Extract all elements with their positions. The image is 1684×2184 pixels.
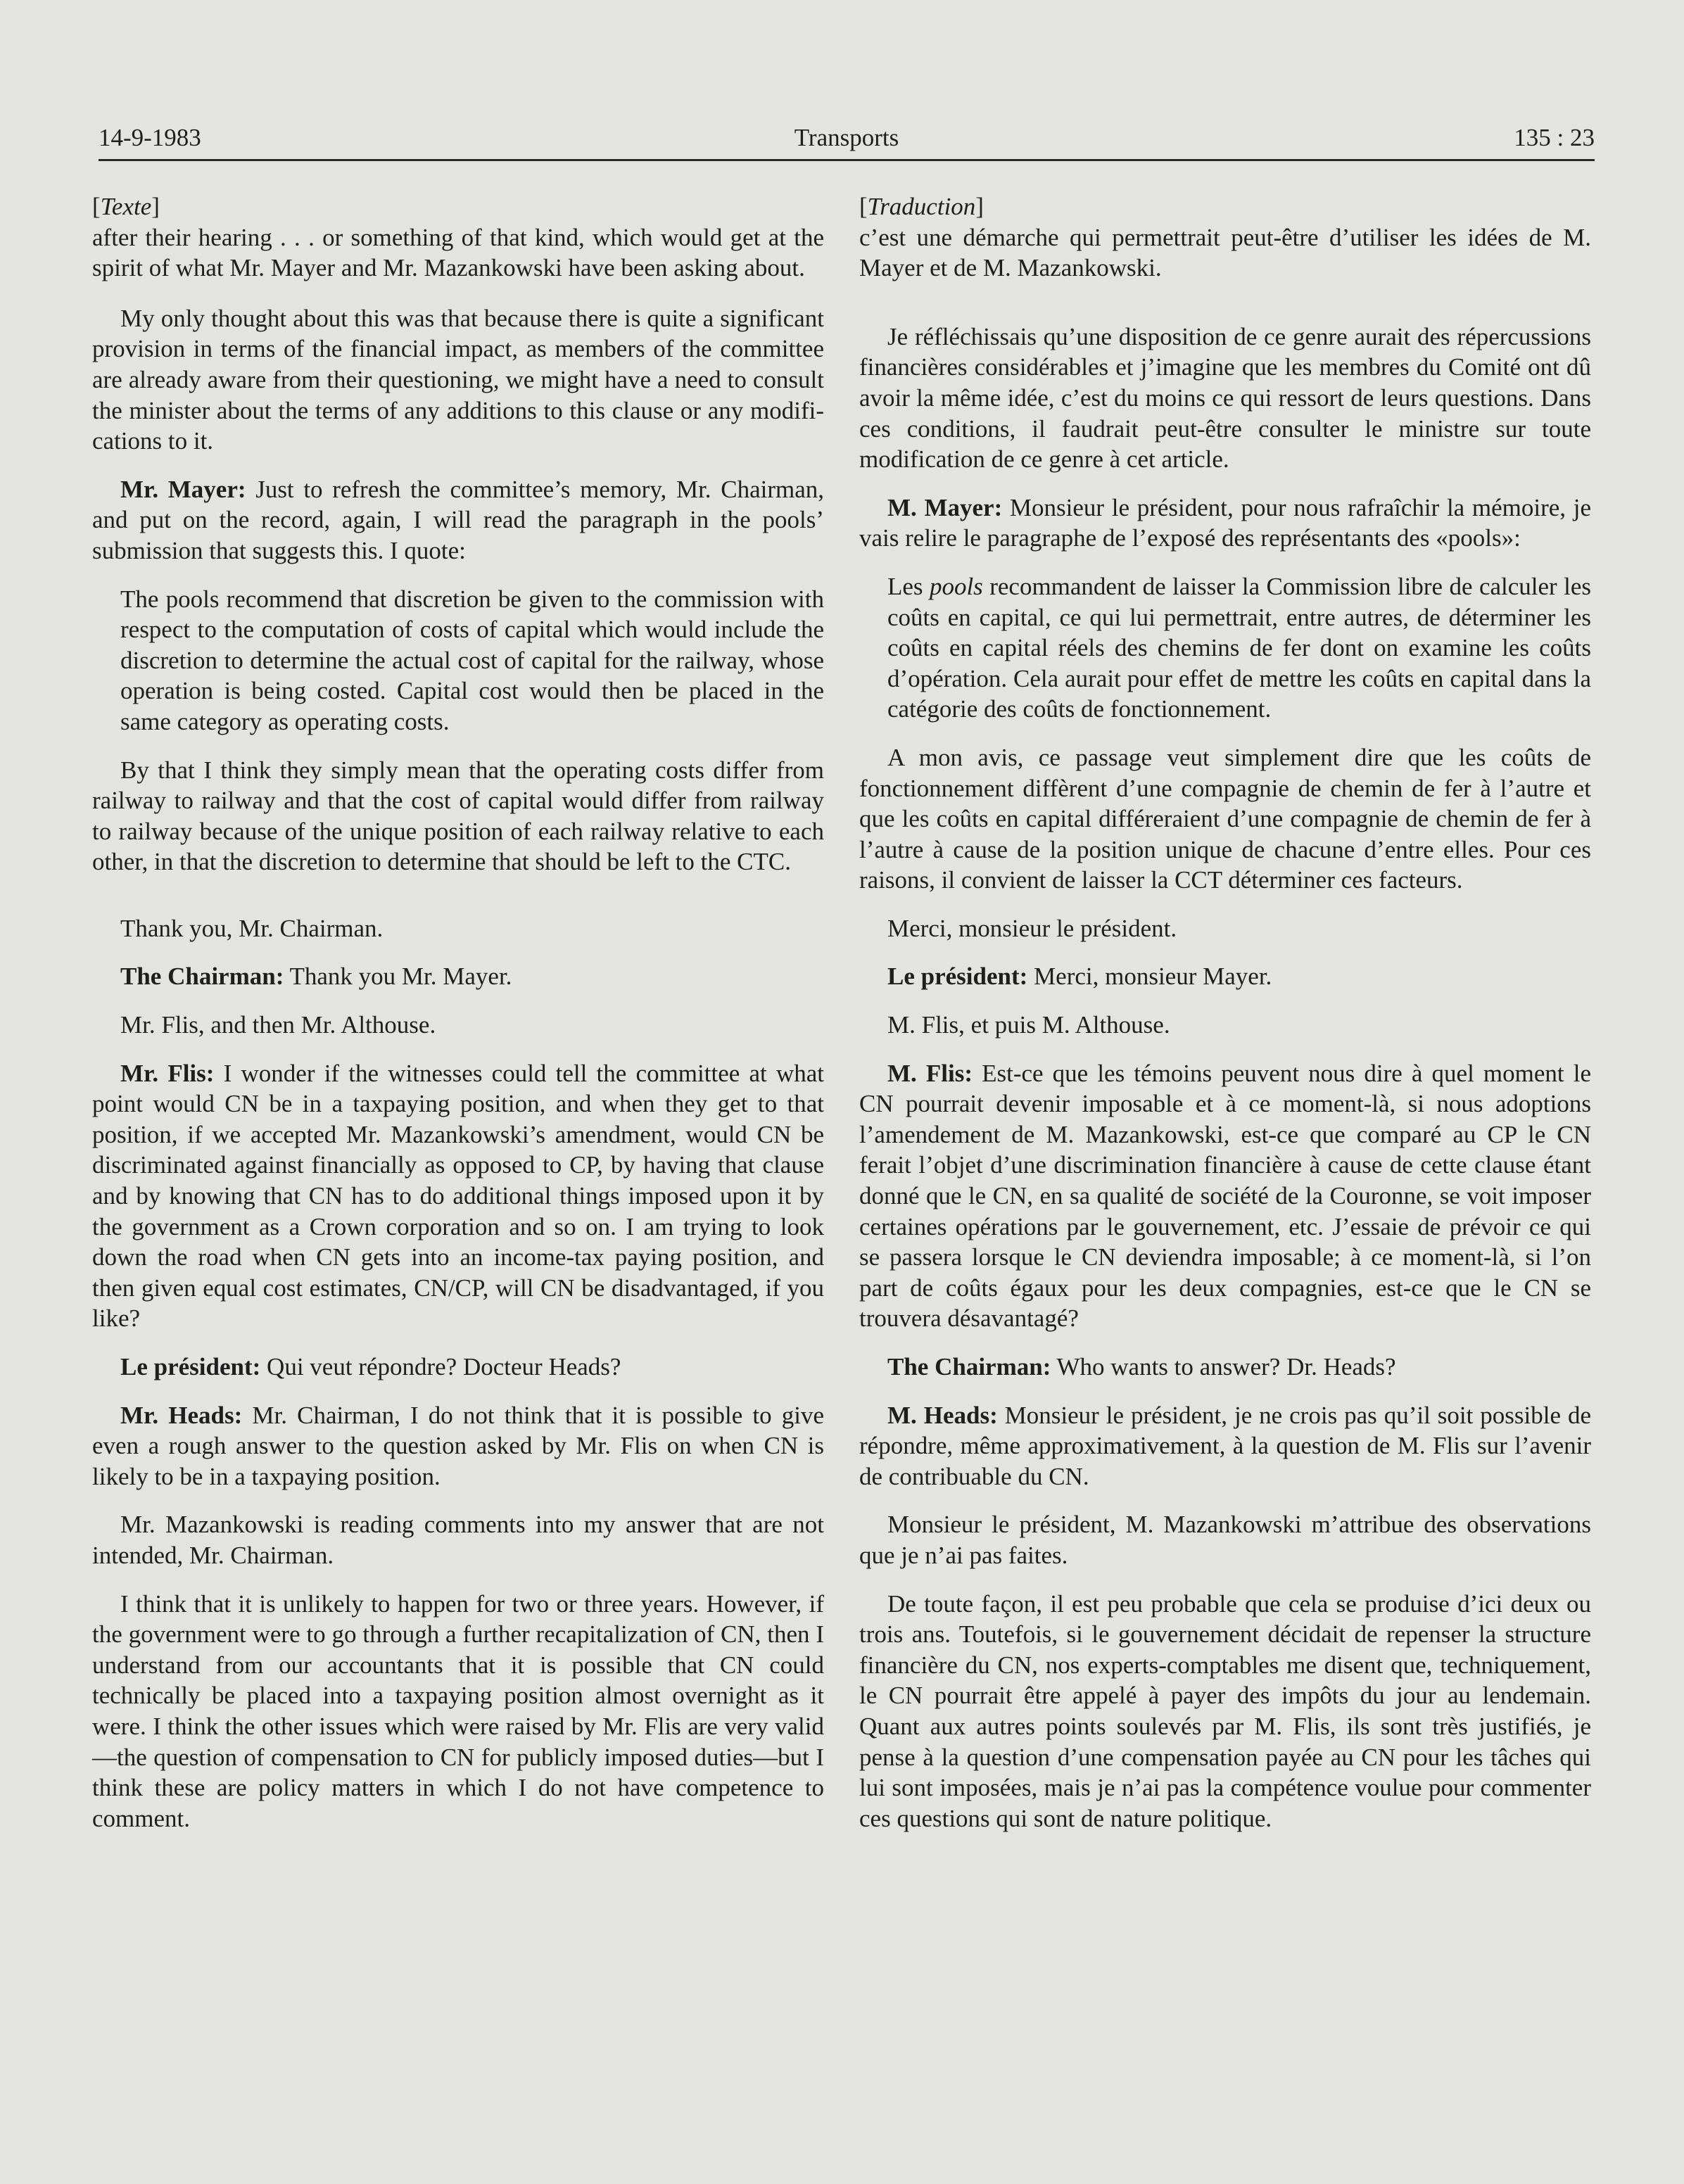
speaker-name: M. Mayer: <box>887 493 1003 521</box>
section-label-text: Texte <box>100 193 152 220</box>
speaker-paragraph <box>92 1352 824 1383</box>
speaker-name: Mr. Flis: <box>120 1059 215 1087</box>
section-bracket-close: ] <box>975 193 984 220</box>
header-date: 14-9-1983 <box>99 124 201 151</box>
speech-text: Qui veut répondre? Docteur Heads? <box>260 1353 621 1380</box>
speech-text: Just to refresh the committee’s memory, Mr. Chairman, and put on the record, again, I will read the paragraph in the pools’ submission that suggests this. I quote: <box>92 475 824 564</box>
paragraph: Monsieur le président, M. Mazankowski m’attribue des observations que je n’ai pas faites. <box>859 1511 1591 1569</box>
section-bracket-close: ] <box>151 193 160 220</box>
paragraph: Je réfléchissais qu’une disposition de ce genre aurait des répercussions financières considérables et j’imagine que les membres du Comité ont dû avoir la même idée, c’est du moins ce qui ressort de leurs questions. Dans ces conditions, il faudrait peut-être consulter le ministre sur toute modification de ce genre à cet article. <box>859 322 1591 474</box>
section-bracket-open: [ <box>92 193 101 220</box>
speaker-name: The Chairman: <box>887 1353 1051 1380</box>
speaker-paragraph <box>859 493 1591 554</box>
speaker-name: Mr. Heads: <box>120 1401 243 1429</box>
paragraph: I think that it is unlikely to happen for two or three years. However, if the government were to go through a further recapitalization of CN, then I understand from our accountants that it is possible that CN could technically be placed into a taxpaying position almost overnight as it were. I think the other issues which were raised by Mr. Flis are very valid—the question of compensation to CN for publicly imposed duties—but I think these are policy matters in which I do not have competence to comment. <box>92 1589 824 1832</box>
speech-text: Thank you Mr. Mayer. <box>284 963 512 991</box>
quote-text: recommandent de laisser la Commission libre de calculer les coûts en capital, ce qui lui permettrait, entre autres, de déterminer les coûts en capital réels des chemins de fer dont on examine les coûts d’opération. Cela aurait pour effet de mettre les coûts en capital dans la catégorie des coûts de fonctionnement. <box>887 572 1591 723</box>
section-label <box>859 191 1591 222</box>
speaker-paragraph <box>92 1058 824 1334</box>
speaker-name: The Chairman: <box>120 963 284 991</box>
speech-text: Monsieur le président, je ne crois pas qu’il soit possible de répondre, même approximativement, à la question de M. Flis sur l’avenir de contribuable du CN. <box>859 1401 1591 1490</box>
speaker-paragraph <box>859 1400 1591 1492</box>
speech-text: Merci, monsieur Mayer. <box>1027 963 1272 991</box>
paragraph: Mr. Flis, and then Mr. Althouse. <box>120 1011 436 1039</box>
speaker-name: Le président: <box>887 963 1028 991</box>
speaker-name: M. Flis: <box>887 1059 973 1087</box>
block-quote <box>859 571 1591 725</box>
paragraph: c’est une démarche qui permettrait peut-être d’utiliser les idées de M. Mayer et de M. Mazankowski. <box>859 223 1591 282</box>
paragraph: A mon avis, ce passage veut simplement dire que les coûts de fonctionnement diffèrent d’une compagnie de chemin de fer à l’autre et que les coûts en capital différeraient d’une compagnie de chemin de fer à l’autre à cause de la position unique de chacune d’entre elles. Pour ces raisons, il convient de laisser la CCT déterminer ces facteurs. <box>859 743 1591 894</box>
speech-text: Monsieur le président, pour nous rafraîchir la mémoire, je vais relire le paragraphe de l’exposé des représentants des «pools»: <box>859 493 1591 552</box>
paragraph: By that I think they simply mean that the operating costs differ from railway to railway and that the cost of capital would differ from railway to railway because of the unique position of each railway relative to each other, in that the discretion to determine that should be left to the CTC. <box>92 756 824 876</box>
header-title: Transports <box>794 124 899 151</box>
speech-text: Who wants to answer? Dr. Heads? <box>1051 1353 1396 1380</box>
speaker-paragraph <box>92 961 824 992</box>
paragraph: De toute façon, il est peu probable que cela se produise d’ici deux ou trois ans. Toutefois, si le gouvernement décidait de repenser la structure financière du CN, nos experts-comptables me disent que, techniquement, le CN pourrait être appelé à payer des impôts du jour au lendemain. Quant aux autres points soulevés par M. Flis, ils sont très justifiés, je pense à la question d’une compensation payée au CN pour les tâches qui lui sont imposées, mais je n’ai pas la compétence voulue pour commenter ces questions qui sont de nature politique. <box>859 1589 1591 1832</box>
speaker-name: M. Heads: <box>887 1401 998 1429</box>
section-bracket-open: [ <box>859 193 868 220</box>
section-label-text: Traduction <box>867 193 976 220</box>
speech-text: Est-ce que les témoins peuvent nous dire à quel moment le CN pourrait devenir imposable et à ce moment-là, si nous adoptions l’amendement de M. Mazankowski, est-ce que comparé au CP le CN ferait l’objet d’une discrimination financière à cause de cette clause étant donné que le CN, en sa qualité de société de la Couronne, se voit imposer certaines opérations par le gouvernement, etc. J’essaie de prévoir ce qui se passera lorsque le CN deviendra imposable; à ce moment-là, si l’on part de coûts égaux pour les deux compagnies, est-ce que le CN se trouvera désavantagé? <box>859 1059 1591 1333</box>
speech-text: Mr. Chairman, I do not think that it is possible to give even a rough answer to the question asked by Mr. Flis on when CN is likely to be in a taxpaying position. <box>92 1401 824 1490</box>
speaker-paragraph <box>859 961 1591 992</box>
paragraph: Thank you, Mr. Chairman. <box>120 914 384 942</box>
left-column <box>92 191 824 1851</box>
speaker-paragraph <box>92 474 824 566</box>
quote-italic-term: pools <box>929 572 983 600</box>
speaker-name: Le président: <box>120 1353 261 1380</box>
speaker-paragraph <box>859 1352 1591 1383</box>
quote-prefix: Les <box>887 572 930 600</box>
speaker-paragraph <box>92 1400 824 1492</box>
speaker-name: Mr. Mayer: <box>120 475 246 503</box>
page-header <box>99 121 1595 161</box>
paragraph: Merci, monsieur le président. <box>887 914 1177 942</box>
paragraph: M. Flis, et puis M. Althouse. <box>887 1011 1170 1039</box>
header-page-number: 135 : 23 <box>1514 124 1595 151</box>
speech-text: I wonder if the witnesses could tell the committee at what point would CN be in a taxpaying position, and when they get to that position, if we accepted Mr. Mazankowski’s amendment, would CN be discriminated against financially as opposed to CP, by having that clause and by knowing that CN has to do additional things imposed upon it by the government as a Crown corporation and so on. I am trying to look down the road when CN gets into an income-tax paying position, and then given equal cost estimates, CN/CP, will CN be disadvantaged, if you like? <box>92 1059 824 1333</box>
paragraph: Mr. Mazankowski is reading comments into my answer that are not intended, Mr. Chairman. <box>92 1511 824 1569</box>
speaker-paragraph <box>859 1058 1591 1334</box>
section-label <box>92 191 824 222</box>
block-quote: The pools recommend that discretion be given to the commission with respect to the computation of costs of capital which would include the discretion to determine the actual cost of capital for the railway, whose operation is being costed. Capital cost would then be placed in the same category as operating costs. <box>120 585 824 735</box>
right-column <box>859 191 1591 1851</box>
paragraph: after their hearing . . . or something of that kind, which would get at the spirit of what Mr. Mayer and Mr. Mazankowski have been asking about. <box>92 223 824 282</box>
paragraph: My only thought about this was that because there is quite a significant provision in terms of the financial impact, as members of the committee are already aware from their questioning, we might have a need to consult the minister about the terms of any additions to this clause or any modifications to it. <box>92 304 824 455</box>
